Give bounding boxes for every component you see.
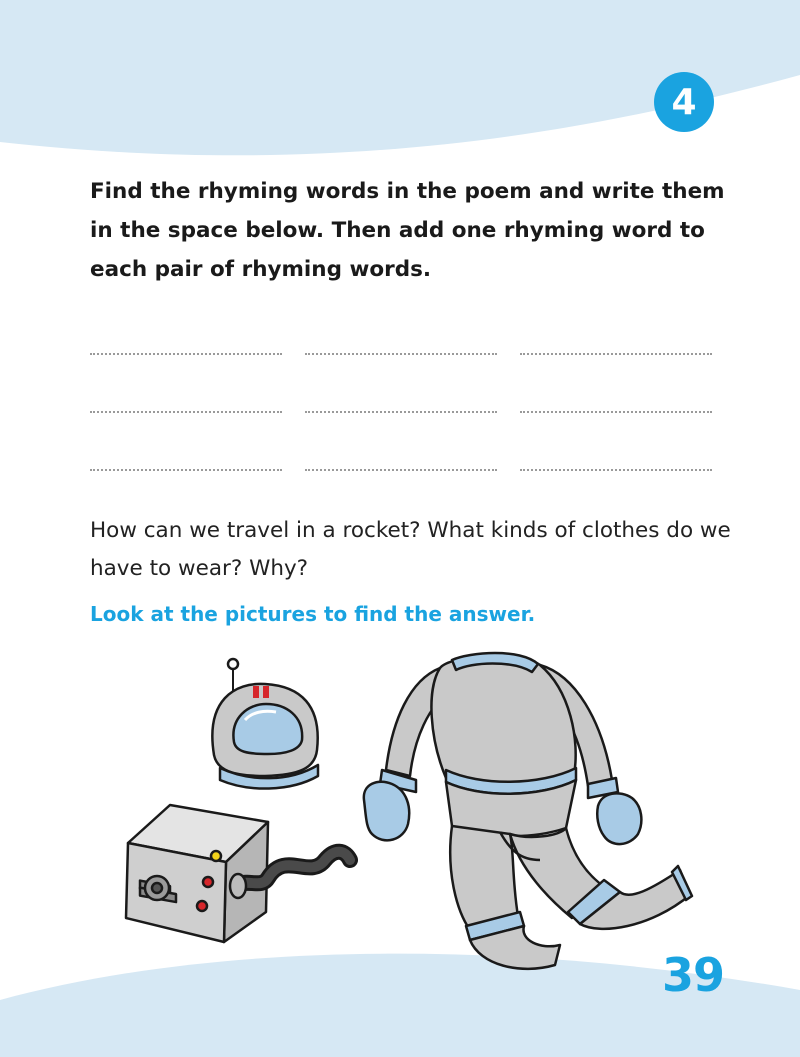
page-number: 39 xyxy=(662,948,725,1002)
life-support-box-illustration xyxy=(126,805,350,942)
space-suit-illustration xyxy=(364,653,692,969)
hint-text: Look at the pictures to find the answer. xyxy=(90,602,536,626)
discussion-question: How can we travel in a rocket? What kinds of clothes do we have to wear? Why? xyxy=(90,518,731,581)
activity-number-badge: 4 xyxy=(654,72,714,132)
instructions-text: Find the rhyming words in the poem and write them in the space below. Then add one rhyming word to each pair of rhyming words. xyxy=(90,179,725,282)
space-helmet-illustration xyxy=(212,659,318,789)
